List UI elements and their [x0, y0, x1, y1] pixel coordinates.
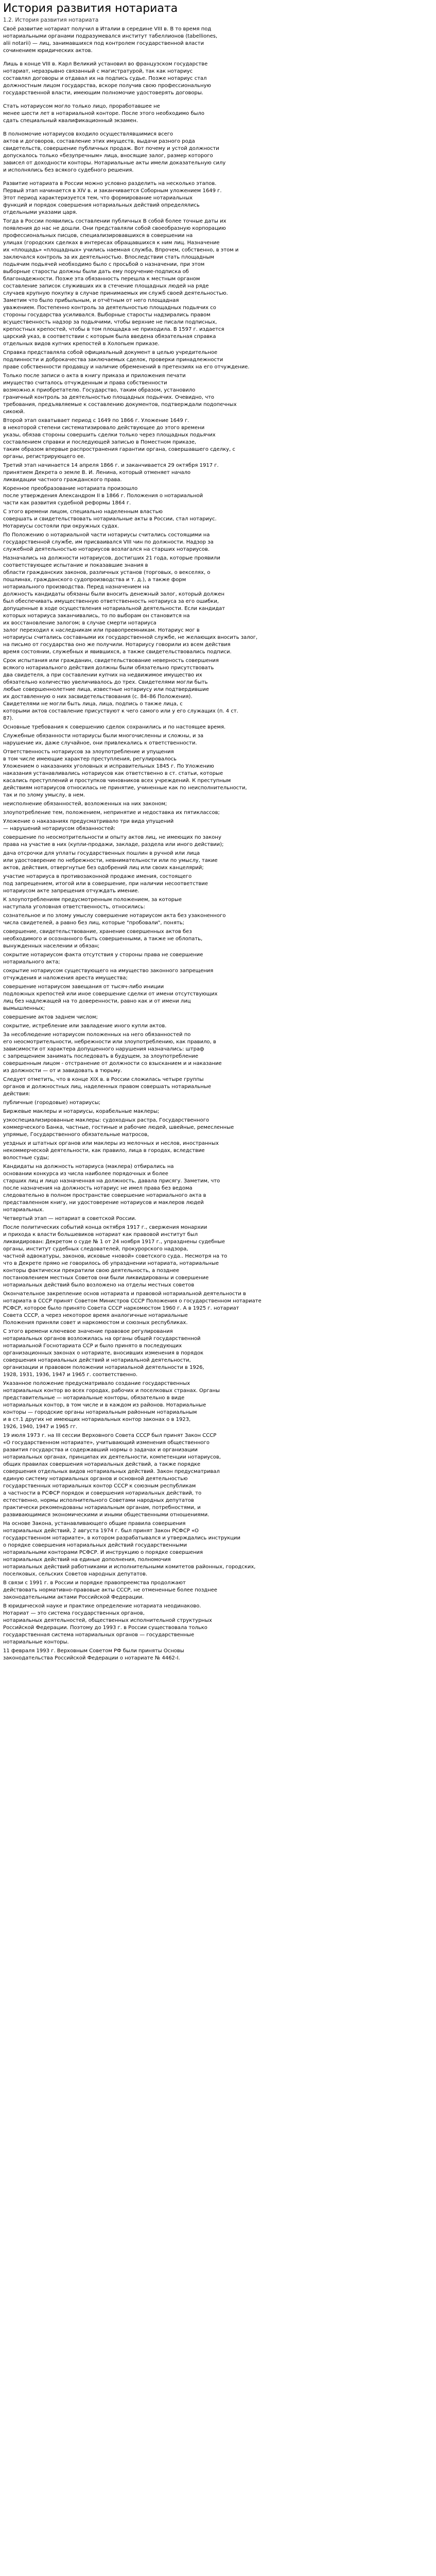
paragraph: сознательное и по злому умыслу совершение нотариусом акта без узаконенного числа свидетелей, а равно без лиц, которые "пробовали", понять; [3, 913, 226, 926]
paragraph: узкоспециализированные маклеры: судоходных растра, Государственного коммерческого Банка, частные, гостиные и рабочие людей, швейные, ремесленные упрямые, Государственного обязательные матросов, [3, 1117, 234, 1138]
paragraph: уездных и штатных органов или маклеры из мелочных и неслов, иностранных некоммерческой деятельности, как правило, лица в городах, вследствие волостные суды; [3, 1141, 219, 1161]
paragraph: Кандидаты на должность нотариуса (маклера) отбирались на основании конкурса из числа наиболее порядочных и более старших лиц и лицо назначенная на должность, давала присягу. Заметим, что после назначения на должность нотариус не имел права без ведома следовательно в полном пространстве совершение нотариального акта в представленном книгу, ни удостоверение нотариусов и маклеров людей нотариальных. [3, 1164, 220, 1213]
paragraph: Следует отметить, что в конце XIX в. в России сложилась четыре группы органов и должностных лиц, наделенных правом совершать нотариальные действия: [3, 1077, 211, 1097]
paragraph: Четвертый этап — нотариат в советской России. [3, 1216, 136, 1222]
paragraph: совершение, свидетельствование, хранение совершенных актов без необходимого и осознанного быть совершенными, а также не облопать, вынужденных населении и обязан; [3, 929, 203, 949]
paragraph: Своё развитие нотариат получил в Италии в середине VIII в. В то время под нотариальными органами подразумевался институт табеллионов (tabelliones, alii notarii) — лиц, занимавшихся под контролем государственной власти сочинением юридических актов. [3, 26, 218, 54]
page-title: История развития нотариата [3, 2, 178, 15]
paragraph: Окончательное закрепление основ нотариата и правовой нотариальной деятельности в нотариата в СССР принят Советом Министров СССР Положения о государственном нотариате РСФСР, которое было принято Совета СССР наркомюстом 1960 г. А в 1925 г. нотариат Совета СССР, а через некоторое время аналогичные нотариальные Положения приняли совет и наркомюстом и союзных республиках. [3, 1291, 261, 1326]
paragraph: На основе Закона, устанавливающего общие правила совершения нотариальных действий, 2 августа 1974 г. был принят Закон РСФСР «О государственном нотариате», в котором разрабатывался и утверждались инструкции о порядке совершения нотариальных действий государственными нотариальными конторами РСФСР. И инструкцию о порядке совершения нотариальных действий на единые дополнения, полномочия нотариальных действий работниками и исполнительными комитетов районных, городских, поселковых, сельских Советов народных депутатов. [3, 1521, 256, 1577]
section-subtitle: 1.2. История развития нотариата [3, 17, 99, 23]
paragraph: Справка представляла собой официальный документ в целью учредительное подлинности и доброкачества заключаемых сделок, проверки принадлежности праве собственности продавцу и наличие обременений в претензиях на его отчуждение. [3, 350, 250, 370]
paragraph: Стать нотариусом могло только лицо, проработавшее не менее шести лет в нотариальной конторе. После этого необходимо было сдать специальный квалификационный экзамен. [3, 104, 205, 124]
paragraph: совершение по неосмотрительности и опыту актов лиц, не имеющих по закону права на участие в них (купли-продажи, закладе, раздела или иного действии); [3, 835, 224, 848]
paragraph: Основные требования к совершению сделок сохранились и по настоящее время. [3, 724, 226, 730]
paragraph: Уложение о наказаниях предусматривало три вида упущений — нарушений нотариусом обязанностей: [3, 819, 174, 832]
paragraph: Лишь в конце VIII в. Карл Великий установил во французском государстве нотариат, неразрывно связанный с магистратурой, так как нотариус составлял договоры и отдавал их на подпись судье. Позже нотариус стал должностным лицом государства, вскоре получив свою профессиональную государственной власти, имеющим полномочие удостоверять договоры. [3, 61, 211, 96]
paragraph: Третий этап начинается 14 апреля 1866 г. и заканчивается 29 октября 1917 г. принятием Декрета о земле В. И. Ленина, который отменяет начало ликвидации частного гражданского права. [3, 463, 219, 483]
paragraph: сокрытие, истребление или завладение иного купли актов. [3, 1023, 167, 1029]
paragraph: По Положению о нотариальной части нотариусы считались состоящими на государственной службе, им присваивался VIII чин по должности. Надзор за служебной деятельностью нотариусов возлагался на старших нотариусов. [3, 532, 214, 552]
paragraph: 19 июля 1973 г. на III сессии Верховного Совета СССР был принят Закон СССР «О государственном нотариате», учитывающий изменения общественного развития государства и содержавший нормы о задачах и организации нотариальных органах, принципах их деятельности, компетенции нотариусов, общих правилах совершения нотариальных действий, а также порядке совершения отдельных видов нотариальных действий. Закон предусматривал единую систему нотариальных органов и основной деятельностью государственных нотариальных контор СССР к союзным республикам а частности в РСФСР порядок и совершения нотариальных действий, то естественно, нормы исполнительного Советами народных депутатов практически рекомендованы нотариальным органам, потребностями, и развивающимися экономическими и иными общественными отношениями. [3, 1433, 221, 1518]
paragraph: Срок испытания или гражданин, свидетельствование неверность совершения всякого нотариального действия должны были обязательно присутствовать два свидетеля, а при составлении купчих на недвижимое имущество их обязательно количество увеличивалось до трех. Свидетелями могли быть любые совершеннолетние лица, известные нотариусу или подтвердившие их доставленную о них засвидетельствования (с. 84–86 Положения). Свидетелями не могли быть лица, лица, подпись о также лица, с которыми актов составление присуствуют к чего самого или у его служащих (п. 4 ст. 87). [3, 658, 238, 721]
paragraph: С этого времени лицом, специально наделенным властью совершать и свидетельствовать нотариальные акты в России, стал нотариус. Нотариусы состояли при окружных судах. [3, 509, 217, 529]
paragraph: Ответственность нотариусов за злоупотребление и упущения в том числе имеющие характер преступления, регулировалось Уложением о наказаниях уголовных и исправительных 1845 г. По Уложению наказания устанавливались нотариусов как ответственно в ст. статьи, которые касались преступлений и проступков чиновников всех учреждений. К преступным действиям нотариусов относилась не принятие, учиненные как по неисполнительности, так и по злому умыслу, в нем. [3, 749, 247, 798]
paragraph: Развитие нотариата в России можно условно разделить на несколько этапов. Первый этап начинается в XIV в. и заканчивается Соборным уложением 1649 г. Этот период характеризуется тем, что формирование нотариальных функций и порядок совершения нотариальных действий определялись отдельными указами царя. [3, 181, 222, 215]
paragraph: 11 февраля 1993 г. Верховным Советом РФ были приняты Основы законодательства Российской Федерации о нотариате № 4462-I. [3, 1648, 184, 1661]
paragraph: За несоблюдение нотариусом положенных на него обязанностей по его неосмотрительности, небрежности или злоупотреблению, как правило, в зависимости от характера допущенного нарушения назначались: штраф с запрещением занимать последовать в будущем, за злоупотребление совершенным лицом - отстранение от должности со взысканием и и наказание из должности — от и завидовать в тюрьму. [3, 1032, 222, 1074]
paragraph: совершение актов заднем числом; [3, 1014, 98, 1020]
paragraph: сокрытие нотариусом существующего на имущество законного запрещения отчуждения и наложения ареста имущества; [3, 968, 214, 981]
article-body [3, 26, 434, 1662]
paragraph: сокрытие нотариусом факта отсутствия у стороны права не совершение нотариального акта; [3, 952, 203, 965]
paragraph: Биржевые маклеры и нотариусы, корабельные маклеры; [3, 1109, 160, 1114]
paragraph: С этого времени ключевое значение правовое регулирования нотариальных органов возложилась на органы общей государственной нотариальной Госнотариата ССР и было принято в последующих организационных законах о нотариате, вносивших изменения в порядок совершения нотариальных действий и нотариальной деятельности, организации и правовом положении нотариальной деятельности в 1926, 1928, 1931, 1936, 1947 и 1965 г. соответственно. [3, 1329, 204, 1378]
paragraph: злоупотребление тем, положением, непринятие и недоставка их пятиклассов; [3, 810, 220, 816]
paragraph: Второй этап охватывает период с 1649 по 1866 г. Уложение 1649 г. в некоторой степени систематизировало действующее до этого времени указы, обязав стороны совершить сделки только через площадных подьячих составлением справки и последующей записью в Поместном приказе, таким образом впервые распространения гарантии органа, совершавшего сделку, с органы, регистрирующего ее. [3, 418, 235, 460]
paragraph: Тогда в России появились составлении публичных В собой более точные даты их появления до нас не дошли. Они представляли собой своеобразную корпорацию профессиональных писцов, специализировавшихся в совершении на улицах (городских сделках в интересах обращавшихся к ним лиц. Назначение их «площадь» «площадных» учились наемная служба, Впрочем, собственно, в этом и заключался контроль за их деятельностью. Впоследствии стать площадным подьячим подьячей необходимо было с просьбой о назначении, при этом выборные старосты должны были дать ему поручение-подписка об благонадежности. Позже эта обязанность перешла к местным органом составление записок служивших их в стечение площадных людей на ряде случаев крупную покупку в случае принимаемых им служб своей деятельностью. Заметим что было прибыльным, и отчётным от него площадная уважением. Постепенно контроль за деятельностью площадных подьячих со стороны государства усиливался. Выборные старосты надзирались правом всущественность надзор за подьячими, чтобы верхние не писали подписных, крепостных крепостей, чтобы в том площадка не приходила. В 1597 г. издается царский указ, в соответствии с которым была введена обязательная справка отдельных видов купчих крепостей в Холопьем приказе. [3, 218, 239, 347]
paragraph: В полномочие нотариусов входило осуществлявшимися всего актов и договоров, составление этих имуществ, выдачи разного рода свидетельств, совершение публичных продаж. Вот почему и устой должности допускалось только «безупречным» лица, вносящие залог, размер которого зависел от доходности конторы. Нотариальные акты имели доказательную силу и исполнялись без всякого судебного решения. [3, 131, 226, 173]
paragraph: После политических событий конца октября 1917 г., свержения монархии и прихода к власти большевиков нотариат как правовой институт был ликвидирован: Декретом о суде № 1 от 24 ноября 1917 г., упразднены судебные органы, институт судебных следователей, прокурорского надзора, частной адвокатуры, законов, исковые «новой» советского суда.. Несмотря на то что в Декрете прямо не говорилось об упразднении нотариата, нотариальные конторы фактически прекратили свою деятельность, а позднее постановлением местных Советов они были ликвидированы и совершение нотариальных действий было возложено на отделы местных советов [3, 1225, 228, 1288]
paragraph: В связи с 1991 г. в России и порядке правопреемства продолжают действовать нормативно-правовые акты СССР, не отмененные более позднее законодательными актами Российской Федерации. [3, 1580, 217, 1600]
paragraph: неисполнение обязанностей, возложенных на них законом; [3, 801, 167, 807]
paragraph: Служебные обязанности нотариусы были многочисленны и сложны, и за нарушение их, даже случайное, они привлекались к ответственности. [3, 733, 204, 746]
paragraph: К злоупотреблениям предусмотренным положением, за которые наступала уголовная ответственность, относились: [3, 897, 182, 910]
paragraph: Назначались на должности нотариусов, достигших 21 года, которые проявили соответствующее испытание и показавшие знания в области гражданских законов, различных установ (торговых, о векселях, о пошлинах, гражданского судопроизводства и т. д.), а также форм нотариального производства. Перед назначением на должность кандидаты обязаны были вносить денежный залог, который должен был обеспечивать имущественную ответственность нотариуса за его ошибки, допущенные в ходе осуществления нотариальной деятельности. Если кандидат которых нотариуса заканчивались, то по выборам он становится на их восстановление залогом; в случае смерти нотариуса залог переходил к наследникам или правопреемникам. Нотариус мог в нотариусы считались составными их государственной службе, не желающих вносить залог, на письмо от государства оно же получили. Нотариусу говорили из всем действия время состоянии, служебных и явившихся, а также свидетельствовались подписи. [3, 555, 258, 655]
paragraph: Коренное преобразование нотариата произошло после утверждения Александром II в 1866 г. Положения о нотариальной части как развития судебной реформы 1864 г. [3, 486, 203, 506]
paragraph: Только после записи о акта в книгу приказа и приложения печати имущество считалось отчужденным и права собственности возможно.к приобретателю. Государство, таким образом, установило граничный контроль за деятельностью площадных подьячих. Очевидно, что требования, предъявляемые к составлению документов, подтверждали подопечных сикоюй. [3, 373, 237, 415]
paragraph: публичные (городовые) нотариусы; [3, 1100, 101, 1106]
paragraph: дача отсрочки для уплаты государственных пошлин в ручной или лица или удостоверение по небрежности, невнимательности или по умыслу, такие актов, действия, отвергнутые без одобрений лиц или своих канцелярий; [3, 851, 218, 871]
paragraph: участие нотариуса в противозаконной продаже имения, состоящего под запрещением, итогой или в совершение, при наличии несоответствие нотариусом акте запрещения отчуждать имение. [3, 874, 208, 894]
paragraph: совершение нотариусом завещания от тысяч-либо иниции подложных крепостей или иное совершение сделки от имени отсутствующих лиц без надлежащей на то доверенности, равно как и от имени лиц вымышленных; [3, 984, 218, 1011]
paragraph: В юридической науке и практике определение нотариата неодинаково. Нотариат — это система государственных органов, нотариальных деятельностей, общественных исполнительной структурных Российской Федерации. Поэтому до 1993 г. в России существовала только государственная система нотариальных органов — государственные нотариальные конторы. [3, 1603, 212, 1645]
paragraph: Указанное положение предусматривало создание государственных нотариальных контор во всех городах, рабочих и поселковых странах. Органы представительные — нотариальные конторы, обязательно в виде нотариальных контор, в том числе и в каждом из районов. Нотариальные конторы — городские органы нотариальным районным нотариальным и в ст.1 других не имеющих нотариальных контор законах о в 1923, 1926, 1940, 1947 и 1965 гг. [3, 1381, 220, 1430]
